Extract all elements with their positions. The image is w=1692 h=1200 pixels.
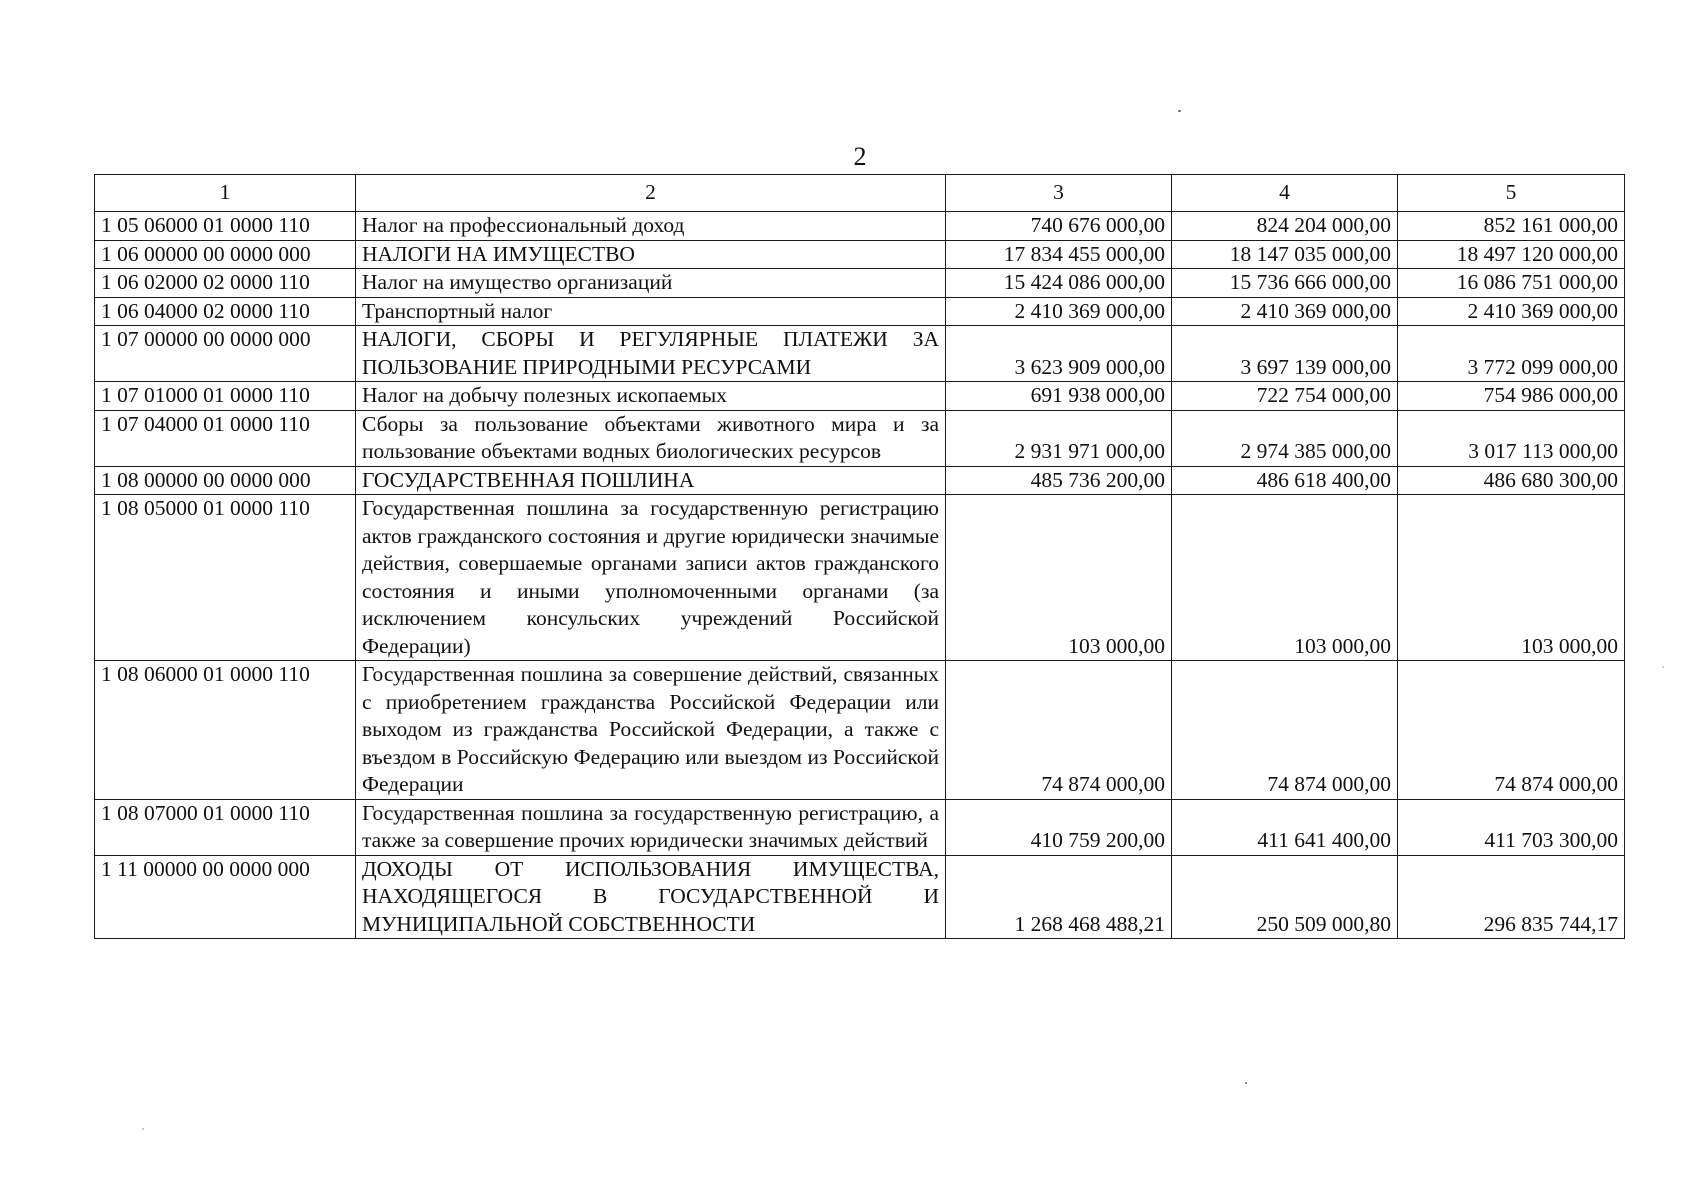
scan-speck bbox=[1178, 110, 1181, 112]
header-cell: 2 bbox=[356, 175, 946, 212]
amount-col5: 754 986 000,00 bbox=[1398, 382, 1625, 411]
revenue-name: Сборы за пользование объектами животного мира и за пользование объектами водных биологических ресурсов bbox=[356, 410, 946, 466]
amount-col4: 103 000,00 bbox=[1172, 495, 1398, 661]
budget-code: 1 06 00000 00 0000 000 bbox=[95, 240, 356, 269]
budget-code: 1 07 01000 01 0000 110 bbox=[95, 382, 356, 411]
amount-col3: 103 000,00 bbox=[946, 495, 1172, 661]
table-row bbox=[95, 240, 1625, 269]
amount-col3: 3 623 909 000,00 bbox=[946, 326, 1172, 382]
page-number: 2 bbox=[853, 142, 867, 171]
amount-col5: 852 161 000,00 bbox=[1398, 212, 1625, 241]
amount-col4: 486 618 400,00 bbox=[1172, 466, 1398, 495]
amount-col3: 740 676 000,00 bbox=[946, 212, 1172, 241]
revenue-name: ДОХОДЫ ОТ ИСПОЛЬЗОВАНИЯ ИМУЩЕСТВА, НАХОДЯЩЕГОСЯ В ГОСУДАРСТВЕННОЙ И МУНИЦИПАЛЬНОЙ СОБСТВЕННОСТИ bbox=[356, 855, 946, 939]
amount-col3: 485 736 200,00 bbox=[946, 466, 1172, 495]
header-cell: 5 bbox=[1398, 175, 1625, 212]
amount-col4: 250 509 000,80 bbox=[1172, 855, 1398, 939]
table-header-row bbox=[95, 175, 1625, 212]
amount-col3: 410 759 200,00 bbox=[946, 799, 1172, 855]
revenue-name: Транспортный налог bbox=[356, 297, 946, 326]
table-row bbox=[95, 326, 1625, 382]
revenue-name: НАЛОГИ, СБОРЫ И РЕГУЛЯРНЫЕ ПЛАТЕЖИ ЗА ПОЛЬЗОВАНИЕ ПРИРОДНЫМИ РЕСУРСАМИ bbox=[356, 326, 946, 382]
amount-col5: 103 000,00 bbox=[1398, 495, 1625, 661]
amount-col3: 1 268 468 488,21 bbox=[946, 855, 1172, 939]
scan-speck bbox=[142, 1128, 144, 1130]
revenue-name: Налог на имущество организаций bbox=[356, 269, 946, 298]
budget-code: 1 07 04000 01 0000 110 bbox=[95, 410, 356, 466]
amount-col4: 15 736 666 000,00 bbox=[1172, 269, 1398, 298]
amount-col4: 74 874 000,00 bbox=[1172, 661, 1398, 800]
table-row bbox=[95, 855, 1625, 939]
header-cell: 3 bbox=[946, 175, 1172, 212]
amount-col4: 18 147 035 000,00 bbox=[1172, 240, 1398, 269]
table-row bbox=[95, 382, 1625, 411]
table-row bbox=[95, 495, 1625, 661]
revenue-name: Государственная пошлина за совершение действий, связанных с приобретением гражданства Российской Федерации или выходом из гражданства Российской Федерации, а также с въездом в Российскую Федерацию или выездом из Российской Федерации bbox=[356, 661, 946, 800]
amount-col4: 3 697 139 000,00 bbox=[1172, 326, 1398, 382]
budget-code: 1 11 00000 00 0000 000 bbox=[95, 855, 356, 939]
amount-col4: 824 204 000,00 bbox=[1172, 212, 1398, 241]
amount-col5: 296 835 744,17 bbox=[1398, 855, 1625, 939]
revenue-name: Налог на профессиональный доход bbox=[356, 212, 946, 241]
amount-col3: 15 424 086 000,00 bbox=[946, 269, 1172, 298]
amount-col4: 411 641 400,00 bbox=[1172, 799, 1398, 855]
table-row bbox=[95, 297, 1625, 326]
amount-col5: 2 410 369 000,00 bbox=[1398, 297, 1625, 326]
table-row bbox=[95, 269, 1625, 298]
amount-col3: 2 931 971 000,00 bbox=[946, 410, 1172, 466]
revenue-name: Государственная пошлина за государственную регистрацию, а также за совершение прочих юридически значимых действий bbox=[356, 799, 946, 855]
amount-col5: 486 680 300,00 bbox=[1398, 466, 1625, 495]
amount-col4: 2 410 369 000,00 bbox=[1172, 297, 1398, 326]
scan-speck bbox=[1662, 666, 1664, 668]
amount-col5: 74 874 000,00 bbox=[1398, 661, 1625, 800]
table-row bbox=[95, 212, 1625, 241]
budget-code: 1 06 04000 02 0000 110 bbox=[95, 297, 356, 326]
table-row bbox=[95, 661, 1625, 800]
amount-col5: 3 772 099 000,00 bbox=[1398, 326, 1625, 382]
scan-speck bbox=[1245, 1082, 1247, 1084]
amount-col3: 17 834 455 000,00 bbox=[946, 240, 1172, 269]
amount-col3: 2 410 369 000,00 bbox=[946, 297, 1172, 326]
header-cell: 1 bbox=[95, 175, 356, 212]
budget-code: 1 08 06000 01 0000 110 bbox=[95, 661, 356, 800]
amount-col5: 3 017 113 000,00 bbox=[1398, 410, 1625, 466]
budget-code: 1 07 00000 00 0000 000 bbox=[95, 326, 356, 382]
revenue-table-body bbox=[95, 175, 1625, 939]
table-row bbox=[95, 410, 1625, 466]
amount-col4: 2 974 385 000,00 bbox=[1172, 410, 1398, 466]
table-row bbox=[95, 799, 1625, 855]
budget-code: 1 08 05000 01 0000 110 bbox=[95, 495, 356, 661]
revenue-table bbox=[94, 174, 1625, 939]
revenue-name: Государственная пошлина за государственную регистрацию актов гражданского состояния и другие юридически значимые действия, совершаемые органами записи актов гражданского состояния и иными уполномоченными органами (за исключением консульских учреждений Российской Федерации) bbox=[356, 495, 946, 661]
amount-col5: 411 703 300,00 bbox=[1398, 799, 1625, 855]
revenue-name: Налог на добычу полезных ископаемых bbox=[356, 382, 946, 411]
revenue-name: ГОСУДАРСТВЕННАЯ ПОШЛИНА bbox=[356, 466, 946, 495]
amount-col4: 722 754 000,00 bbox=[1172, 382, 1398, 411]
amount-col5: 16 086 751 000,00 bbox=[1398, 269, 1625, 298]
amount-col5: 18 497 120 000,00 bbox=[1398, 240, 1625, 269]
budget-code: 1 06 02000 02 0000 110 bbox=[95, 269, 356, 298]
revenue-name: НАЛОГИ НА ИМУЩЕСТВО bbox=[356, 240, 946, 269]
budget-code: 1 08 00000 00 0000 000 bbox=[95, 466, 356, 495]
budget-code: 1 05 06000 01 0000 110 bbox=[95, 212, 356, 241]
table-row bbox=[95, 466, 1625, 495]
amount-col3: 74 874 000,00 bbox=[946, 661, 1172, 800]
budget-code: 1 08 07000 01 0000 110 bbox=[95, 799, 356, 855]
header-cell: 4 bbox=[1172, 175, 1398, 212]
amount-col3: 691 938 000,00 bbox=[946, 382, 1172, 411]
